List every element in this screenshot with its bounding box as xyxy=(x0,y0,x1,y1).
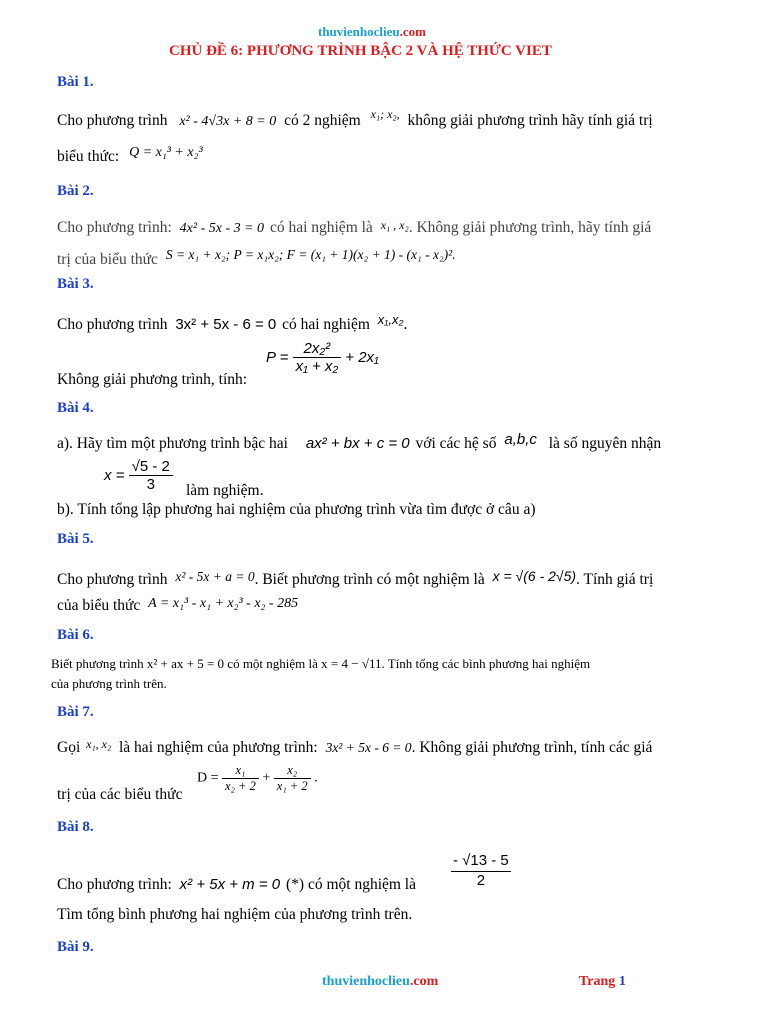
expression: S = x₁ + x₂; P = x₁x₂; F = (x₁ + 1)(x₂ + 1) - (x₁ - x₂)². xyxy=(165,247,456,262)
roots: x₁ , x₂ xyxy=(380,218,409,232)
expression: Q = x₁³ + x₂³ xyxy=(129,145,203,160)
p-formula xyxy=(266,340,379,375)
text: Cho phương trình xyxy=(57,316,168,333)
equation: 4x² - 5x - 3 = 0 xyxy=(179,221,265,236)
fraction xyxy=(293,340,342,375)
problem-label: Bài 8. xyxy=(57,819,94,835)
text: . Tính giá trị xyxy=(576,571,654,588)
denominator: x₁ + 2 xyxy=(276,779,308,793)
numerator: √5 - 2 xyxy=(129,458,173,476)
problem-label: Bài 7. xyxy=(57,704,94,720)
problem-7-line-2: trị của các biểu thức xyxy=(57,786,183,803)
problem-1-line-1 xyxy=(57,107,653,130)
numerator: - √13 - 5 xyxy=(451,852,511,872)
problem-1-line-2 xyxy=(57,145,203,166)
fraction xyxy=(222,763,259,794)
equation: 3x² + 5x - 6 = 0 xyxy=(175,316,277,333)
text: Cho phương trình: xyxy=(57,219,172,236)
root-fraction xyxy=(451,852,511,889)
page-number-value: 1 xyxy=(618,974,626,989)
problem-8-line-1 xyxy=(57,876,416,894)
problem-label: Bài 6. xyxy=(57,627,94,643)
text: không giải phương trình hãy tính giá trị xyxy=(407,112,653,129)
problem-8-line-2: Tìm tổng bình phương hai nghiệm của phương trình trên. xyxy=(57,906,413,923)
denominator: x₁ + x₂ xyxy=(295,358,339,375)
formula-left: x = xyxy=(104,467,125,484)
text: . Không giải phương trình, hãy tính giá xyxy=(408,219,652,236)
text: . Không giải phương trình, tính các giá xyxy=(411,739,653,756)
numerator: x₁ xyxy=(222,763,259,779)
text: là hai nghiệm của phương trình: xyxy=(119,739,318,756)
numerator: 2x₂² xyxy=(293,340,342,358)
formula-left: P = xyxy=(266,349,289,366)
roots: x₁; x₂, xyxy=(370,107,400,121)
problem-7-line-1 xyxy=(57,739,652,757)
problem-4-line-2: làm nghiệm. xyxy=(186,482,264,499)
problem-6-line-1: Biết phương trình x² + ax + 5 = 0 có một nghiệm là x = 4 − √11. Tính tổng các bình phương hai nghiệm xyxy=(51,656,591,671)
text: có 2 nghiệm xyxy=(284,112,361,129)
problem-5-line-2 xyxy=(57,597,298,615)
formula-right: + 2x₁ xyxy=(345,349,379,366)
problem-label: Bài 3. xyxy=(57,276,94,292)
equation: ax² + bx + c = 0 xyxy=(305,435,410,452)
problem-5-line-1 xyxy=(57,568,654,589)
numerator: x₂ xyxy=(274,763,311,779)
text: trị của biểu thức xyxy=(57,251,158,268)
text: Cho phương trình xyxy=(57,112,168,129)
formula-left: D = xyxy=(197,770,219,786)
problem-label: Bài 9. xyxy=(57,939,94,955)
text: có hai nghiệm là xyxy=(269,219,373,236)
coefficients: a,b,c xyxy=(504,431,537,448)
page-number xyxy=(579,974,626,990)
roots: x₁, x₂ xyxy=(86,737,112,751)
text: Cho phương trình: xyxy=(57,876,172,893)
fraction xyxy=(274,763,311,794)
text: Gọi xyxy=(57,739,81,756)
equation: x² - 5x + a = 0 xyxy=(175,569,255,584)
problem-4-line-1 xyxy=(57,431,662,453)
problem-4-line-3: b). Tính tổng lập phương hai nghiệm của phương trình vừa tìm được ở câu a) xyxy=(57,501,536,518)
site-name: thuvienhoclieu xyxy=(322,974,410,989)
text: là số nguyên nhận xyxy=(548,435,662,452)
fraction xyxy=(129,458,173,493)
page-label: Trang xyxy=(579,974,616,989)
d-formula xyxy=(197,763,318,794)
text: có hai nghiệm xyxy=(282,316,370,333)
equation: x² + 5x + m = 0 xyxy=(179,876,281,893)
denominator: 3 xyxy=(146,476,155,493)
problem-label: Bài 2. xyxy=(57,183,94,199)
denominator: 2 xyxy=(476,872,486,889)
text: a). Hãy tìm một phương trình bậc hai xyxy=(57,435,288,452)
problem-3-line-1 xyxy=(57,312,408,334)
site-domain: .com xyxy=(399,24,426,39)
problem-2-line-1 xyxy=(57,219,651,237)
text: Cho phương trình xyxy=(57,571,168,588)
page-title: CHỦ ĐỀ 6: PHƯƠNG TRÌNH BẬC 2 VÀ HỆ THỨC VIET xyxy=(169,43,552,59)
header-site xyxy=(318,24,426,40)
text: . xyxy=(403,316,408,333)
text: . Biết phương trình có một nghiệm là xyxy=(254,571,485,588)
problem-label: Bài 1. xyxy=(57,74,94,90)
site-name: thuvienhoclieu xyxy=(318,24,400,39)
problem-label: Bài 4. xyxy=(57,400,94,416)
expression: A = x₁³ - x₁ + x₂³ - x₂ - 285 xyxy=(148,596,299,611)
period: . xyxy=(314,770,318,786)
plus-sign: + xyxy=(262,770,271,786)
equation: x² - 4√3x + 8 = 0 xyxy=(179,114,277,129)
problem-3-line-2: Không giải phương trình, tính: xyxy=(57,371,248,388)
roots: x₁,x₂ xyxy=(377,312,404,327)
text: với các hệ số xyxy=(415,435,497,452)
equation: 3x² + 5x - 6 = 0 xyxy=(325,740,412,755)
root-formula xyxy=(104,458,173,493)
denominator: x₂ + 2 xyxy=(225,779,256,793)
problem-2-line-2 xyxy=(57,247,456,269)
text: (*) có một nghiệm là xyxy=(286,876,416,893)
root: x = √(6 - 2√5) xyxy=(492,568,577,584)
text: của biểu thức xyxy=(57,597,141,614)
text: biểu thức: xyxy=(57,148,120,165)
problem-label: Bài 5. xyxy=(57,531,94,547)
problem-6-line-2: của phương trình trên. xyxy=(51,676,167,691)
fraction xyxy=(451,852,511,889)
site-domain: .com xyxy=(409,974,439,989)
footer-site xyxy=(322,974,438,990)
